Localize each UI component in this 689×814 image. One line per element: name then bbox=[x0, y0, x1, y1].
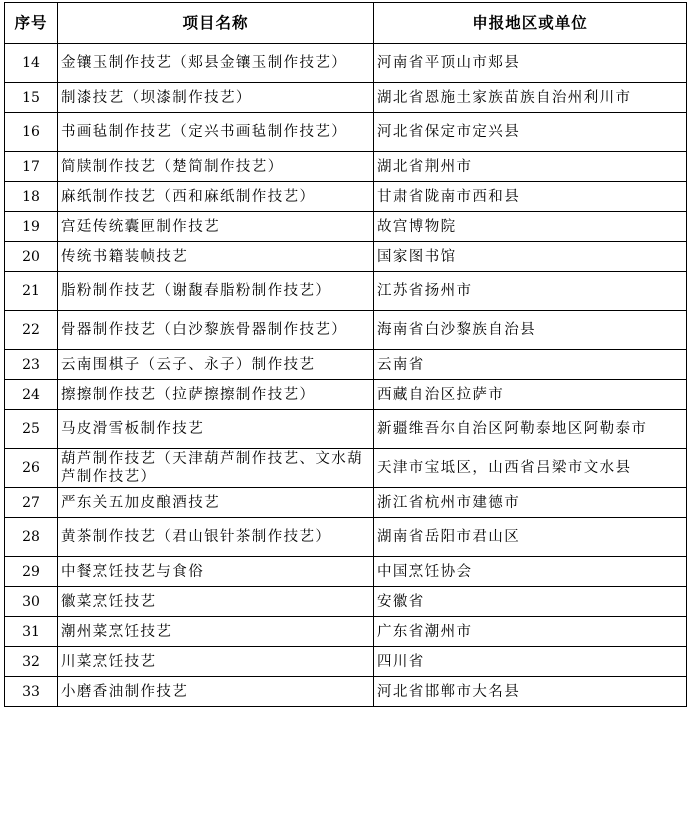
table-row bbox=[5, 647, 687, 677]
table-row bbox=[5, 518, 687, 557]
table-row bbox=[5, 677, 687, 707]
row-num: 20 bbox=[5, 242, 58, 272]
row-name: 传统书籍装帧技艺 bbox=[58, 242, 374, 272]
header-region: 申报地区或单位 bbox=[374, 3, 687, 44]
header-row bbox=[5, 3, 687, 44]
row-name: 脂粉制作技艺（谢馥春脂粉制作技艺） bbox=[58, 272, 374, 311]
row-name: 简牍制作技艺（楚简制作技艺） bbox=[58, 152, 374, 182]
table-row bbox=[5, 410, 687, 449]
row-name: 书画毡制作技艺（定兴书画毡制作技艺） bbox=[58, 113, 374, 152]
row-num: 29 bbox=[5, 557, 58, 587]
row-region: 湖北省荆州市 bbox=[374, 152, 687, 182]
row-region: 河北省保定市定兴县 bbox=[374, 113, 687, 152]
table-row bbox=[5, 182, 687, 212]
row-name: 金镶玉制作技艺（郏县金镶玉制作技艺） bbox=[58, 44, 374, 83]
row-name: 严东关五加皮酿酒技艺 bbox=[58, 488, 374, 518]
row-num: 17 bbox=[5, 152, 58, 182]
row-name: 中餐烹饪技艺与食俗 bbox=[58, 557, 374, 587]
row-name: 川菜烹饪技艺 bbox=[58, 647, 374, 677]
table-row bbox=[5, 242, 687, 272]
heritage-project-table bbox=[4, 2, 687, 707]
table-row bbox=[5, 557, 687, 587]
row-num: 22 bbox=[5, 311, 58, 350]
row-num: 28 bbox=[5, 518, 58, 557]
header-num: 序号 bbox=[5, 3, 58, 44]
row-num: 15 bbox=[5, 83, 58, 113]
row-name: 云南围棋子（云子、永子）制作技艺 bbox=[58, 350, 374, 380]
row-name: 黄茶制作技艺（君山银针茶制作技艺） bbox=[58, 518, 374, 557]
row-num: 24 bbox=[5, 380, 58, 410]
row-region: 浙江省杭州市建德市 bbox=[374, 488, 687, 518]
row-region: 西藏自治区拉萨市 bbox=[374, 380, 687, 410]
row-name: 潮州菜烹饪技艺 bbox=[58, 617, 374, 647]
row-region: 河北省邯郸市大名县 bbox=[374, 677, 687, 707]
row-name: 制漆技艺（坝漆制作技艺） bbox=[58, 83, 374, 113]
row-name: 葫芦制作技艺（天津葫芦制作技艺、文水葫芦制作技艺） bbox=[58, 449, 374, 488]
table-row bbox=[5, 83, 687, 113]
header-name: 项目名称 bbox=[58, 3, 374, 44]
row-region: 湖北省恩施土家族苗族自治州利川市 bbox=[374, 83, 687, 113]
row-region: 安徽省 bbox=[374, 587, 687, 617]
row-num: 33 bbox=[5, 677, 58, 707]
table-row bbox=[5, 152, 687, 182]
table-row bbox=[5, 113, 687, 152]
row-region: 广东省潮州市 bbox=[374, 617, 687, 647]
row-name: 徽菜烹饪技艺 bbox=[58, 587, 374, 617]
row-region: 河南省平顶山市郏县 bbox=[374, 44, 687, 83]
row-region: 甘肃省陇南市西和县 bbox=[374, 182, 687, 212]
row-num: 25 bbox=[5, 410, 58, 449]
table-row bbox=[5, 587, 687, 617]
row-region: 中国烹饪协会 bbox=[374, 557, 687, 587]
row-name: 马皮滑雪板制作技艺 bbox=[58, 410, 374, 449]
row-region: 湖南省岳阳市君山区 bbox=[374, 518, 687, 557]
row-num: 19 bbox=[5, 212, 58, 242]
table-row bbox=[5, 380, 687, 410]
row-region: 新疆维吾尔自治区阿勒泰地区阿勒泰市 bbox=[374, 410, 687, 449]
table-row bbox=[5, 449, 687, 488]
row-num: 26 bbox=[5, 449, 58, 488]
row-num: 27 bbox=[5, 488, 58, 518]
row-num: 14 bbox=[5, 44, 58, 83]
row-num: 30 bbox=[5, 587, 58, 617]
row-num: 18 bbox=[5, 182, 58, 212]
row-region: 海南省白沙黎族自治县 bbox=[374, 311, 687, 350]
table-row bbox=[5, 272, 687, 311]
row-num: 16 bbox=[5, 113, 58, 152]
table-row bbox=[5, 311, 687, 350]
row-name: 宫廷传统囊匣制作技艺 bbox=[58, 212, 374, 242]
table-row bbox=[5, 212, 687, 242]
table-row bbox=[5, 488, 687, 518]
table-row bbox=[5, 350, 687, 380]
row-region: 故宫博物院 bbox=[374, 212, 687, 242]
row-region: 天津市宝坻区，山西省吕梁市文水县 bbox=[374, 449, 687, 488]
row-num: 23 bbox=[5, 350, 58, 380]
row-name: 麻纸制作技艺（西和麻纸制作技艺） bbox=[58, 182, 374, 212]
row-region: 云南省 bbox=[374, 350, 687, 380]
row-num: 31 bbox=[5, 617, 58, 647]
row-name: 小磨香油制作技艺 bbox=[58, 677, 374, 707]
row-num: 32 bbox=[5, 647, 58, 677]
row-name: 擦擦制作技艺（拉萨擦擦制作技艺） bbox=[58, 380, 374, 410]
row-num: 21 bbox=[5, 272, 58, 311]
table-row bbox=[5, 617, 687, 647]
table-row bbox=[5, 44, 687, 83]
row-name: 骨器制作技艺（白沙黎族骨器制作技艺） bbox=[58, 311, 374, 350]
row-region: 四川省 bbox=[374, 647, 687, 677]
row-region: 江苏省扬州市 bbox=[374, 272, 687, 311]
row-region: 国家图书馆 bbox=[374, 242, 687, 272]
